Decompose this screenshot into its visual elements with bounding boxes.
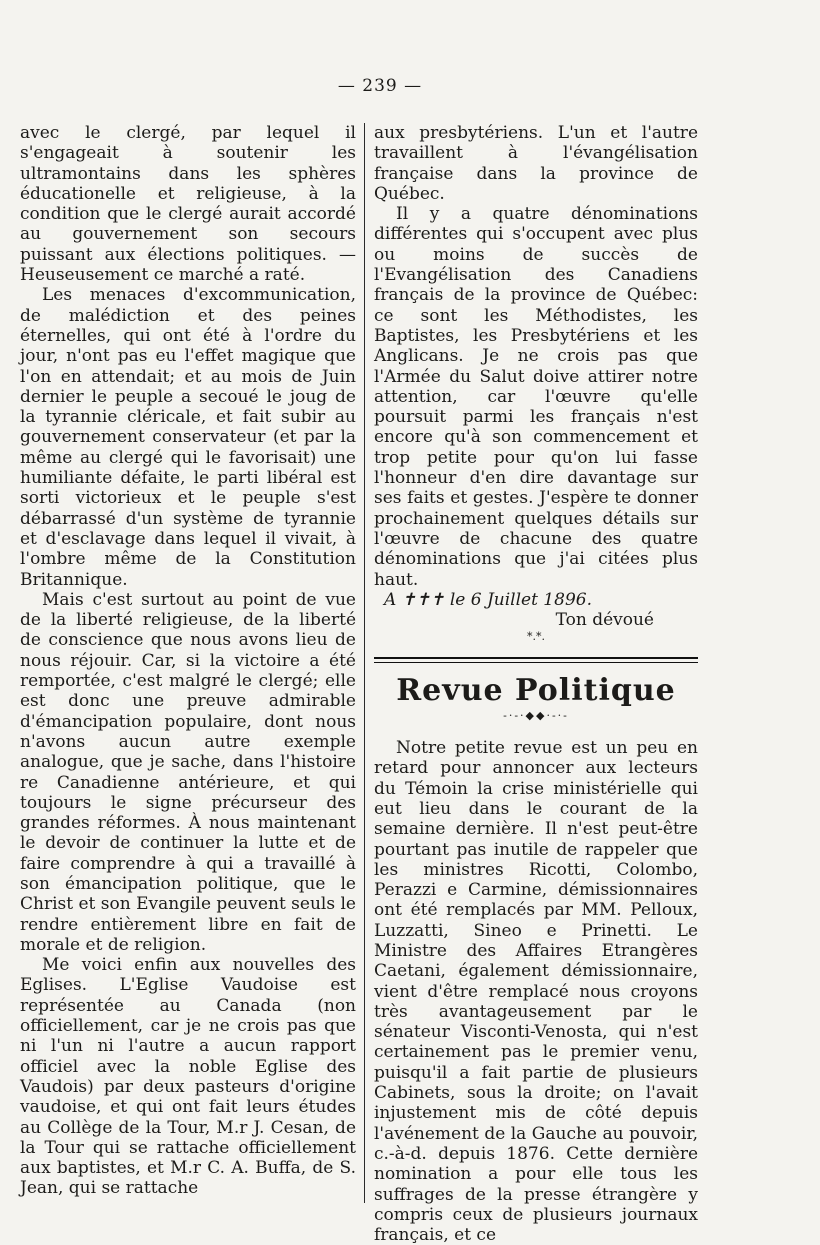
column-divider [364, 123, 365, 1203]
paragraph: avec le clergé, par lequel il s'engageait à soutenir les ultramontains dans les sphères éducationelle et religieuse, à la condition que le clergé aurait accordé au gouvernement son secours puissant aux élections politiques. — Heuseusement ce marché a raté. [20, 123, 356, 286]
paragraph: Notre petite revue est un peu en retard pour annoncer aux lecteurs du Témoin la crise ministérielle qui eut lieu dans le courant de la semaine dernière. Il n'est peut-être pourtant pas inutile de rappeler que les ministres Ricotti, Colombo, Perazzi e Carmine, démissionnaires ont été remplacés par MM. Pelloux, Luzzatti, Sineo e Prinetti. Le Ministre des Affaires Etrangères Caetani, également démissionnaire, vient d'être remplacé nous croyons très avantageusement par le sénateur Visconti-Venosta, qui n'est certainement pas le premier venu, puisqu'il a fait partie de plusieurs Cabinets, sous la droite; on l'avait injustement mis de côté depuis l'avénement de la Gauche au pouvoir, c.-à-d. depuis 1876. Cette dernière nomination a pour elle tous les suffrages de la presse étrangère y compris ceux de plusieurs journaux français, et ce [374, 738, 698, 1245]
left-column [20, 123, 356, 1199]
paragraph: Me voici enfin aux nouvelles des Eglises. L'Eglise Vaudoise est représentée au Canada (non officiellement, car je ne crois pas que ni l'un ni l'autre a aucun rapport officiel avec la noble Eglise des Vaudois) par deux pasteurs d'origine vaudoise, et qui ont fait leurs études au Collège de la Tour, M.r J. Cesan, de la Tour qui se rattache officiellement aux baptistes, et M.r C. A. Buffa, de S. Jean, qui se rattache [20, 955, 356, 1199]
section-ornament: -·-·◆◆·-·- [503, 708, 569, 722]
letter-signature-name: Ton dévoué [555, 610, 654, 631]
section-rule [374, 657, 698, 659]
signature-stars: *.*. [527, 630, 545, 644]
right-column [374, 123, 698, 1245]
page-number: — 239 — [337, 76, 423, 96]
letter-signature-place-date: A ✝✝✝ le 6 Juillet 1896. [384, 589, 592, 610]
section-rule-thin [374, 662, 698, 663]
section-title: Revue Politique [396, 673, 676, 709]
paragraph: Mais c'est surtout au point de vue de la liberté religieuse, de la liberté de conscience que nous avons lieu de nous réjouir. Car, si la victoire a été remportée, c'est malgré le clergé; elle est donc une preuve admirable d'émancipation populaire, dont nous n'avons aucun autre exemple analogue, que je sache, dans l'histoire re Canadienne antérieure, et qui toujours le signe précurseur des grandes réformes. À nous maintenant le devoir de continuer la lutte et de faire comprendre à qui a travaillé à son émancipation politique, que le Christ et son Evangile peuvent seuls le rendre entièrement libre en fait de morale et de religion. [20, 589, 356, 955]
paragraph: Il y a quatre dénominations différentes qui s'occupent avec plus ou moins de succès de l'Evangélisation des Canadiens français de la province de Québec: ce sont les Méthodistes, les Baptistes, les Presbytériens et les Anglicans. Je ne crois pas que l'Armée du Salut doive attirer notre attention, car l'œuvre qu'elle poursuit parmi les français n'est encore qu'à son commencement et trop petite pour qu'on lui fasse l'honneur d'en dire davantage sur ses faits et gestes. J'espère te donner prochainement quelques détails sur l'œuvre de chacune des quatre dénominations que j'ai citées plus haut. [374, 204, 698, 590]
paragraph: Les menaces d'excommunication, de malédiction et des peines éternelles, qui ont été à l'ordre du jour, n'ont pas eu l'effet magique que l'on en attendait; et au mois de Juin dernier le peuple a secoué le joug de la tyrannie cléricale, et fait subir au gouvernement conservateur (et par la même au clergé qui le favorisait) une humiliante défaite, le parti libéral est sorti victorieux et le peuple s'est débarrassé d'un système de tyrannie et d'esclavage dans lequel il vivait, à l'ombre même de la Constitution Britannique. [20, 285, 356, 590]
paragraph: aux presbytériens. L'un et l'autre travaillent à l'évangélisation française dans la province de Québec. [374, 123, 698, 204]
